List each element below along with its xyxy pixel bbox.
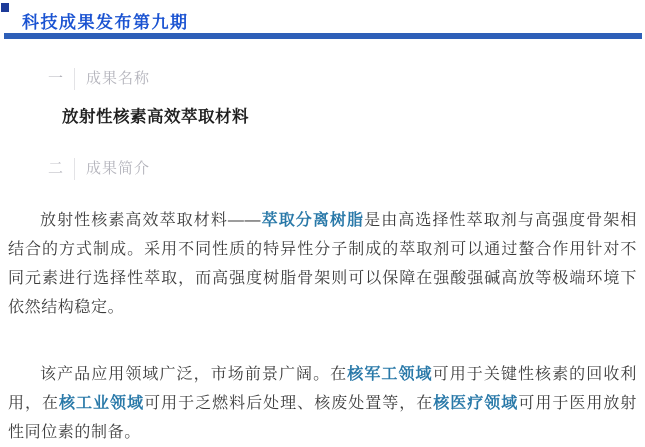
body-text: 可用于乏燃料后处理、核废处置等，在 (144, 395, 434, 412)
intro-paragraph-2 (8, 360, 637, 447)
section-two-header (48, 158, 645, 180)
emphasis-text: 核工业领域 (59, 395, 145, 412)
section-one-header (48, 68, 645, 90)
page-header (0, 0, 645, 39)
section-two-number: 二 (48, 160, 65, 177)
corner-mark (1, 3, 9, 12)
body-text: 放射性核素高效萃取材料—— (40, 212, 262, 229)
title-underline-bar (4, 33, 642, 39)
emphasis-text: 核医疗领域 (433, 395, 519, 412)
body-text: 可用于关键性核素的回收利用，在 (8, 366, 637, 412)
result-name: 放射性核素高效萃取材料 (62, 108, 249, 126)
body-text: 是由高选择性萃取剂与高强度骨架相结合的方式制成。采用不同性质的特异性分子制成的萃取剂可以通过螯合作用针对不同元素进行选择性萃取，而高强度树脂骨架则可以保障在强酸强碱高放等极端环境下依然结构稳定。 (8, 212, 637, 316)
emphasis-text: 核军工领域 (347, 366, 433, 383)
section-two-label: 成果简介 (86, 160, 151, 177)
body-text: 可用于医用放射性同位素的制备。 (8, 395, 637, 441)
section-divider (74, 68, 75, 90)
article-body (0, 68, 645, 447)
section-divider (74, 158, 75, 180)
emphasis-text: 萃取分离树脂 (261, 212, 365, 229)
intro-paragraph-1 (8, 206, 637, 322)
page-title: 科技成果发布第九期 (22, 13, 189, 32)
section-one-label: 成果名称 (86, 70, 151, 87)
section-one-number: 一 (48, 70, 65, 87)
body-text: 该产品应用领域广泛，市场前景广阔。在 (40, 366, 348, 383)
